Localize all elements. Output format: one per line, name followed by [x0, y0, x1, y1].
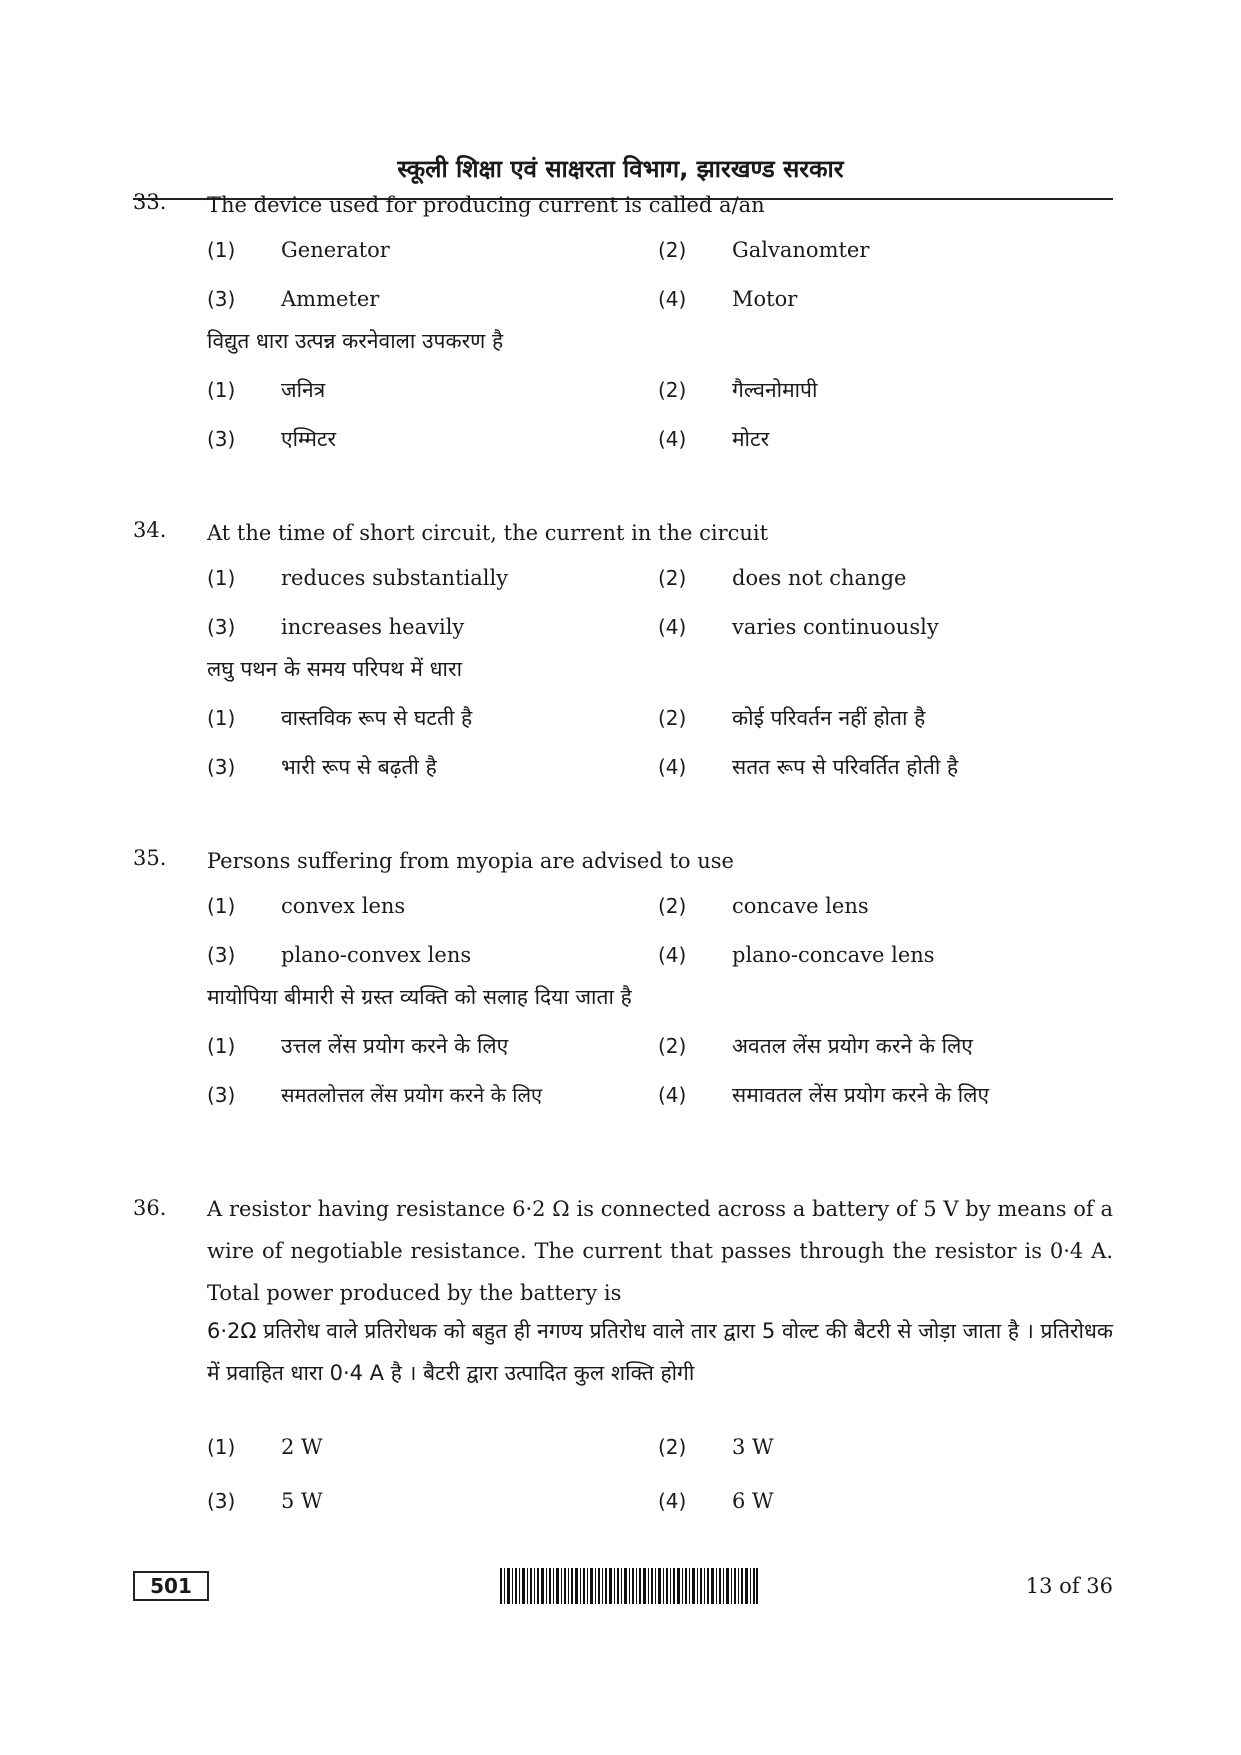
option-hi-4: (4) सतत रूप से परिवर्तित होती है — [658, 755, 959, 779]
option-hi-1: (1) उत्तल लेंस प्रयोग करने के लिए — [207, 1034, 509, 1058]
option-en-4: (4) plano-concave lens — [658, 943, 935, 967]
option-2: (2) 3 W — [658, 1435, 774, 1459]
option-en-2: (2) does not change — [658, 566, 907, 590]
page-header-title: स्कूली शिक्षा एवं साक्षरता विभाग, झारखण्ड सरकार — [397, 155, 844, 183]
question-text-hi: 6·2Ω प्रतिरोध वाले प्रतिरोधक को बहुत ही नगण्य प्रतिरोध वाले तार द्वारा 5 वोल्ट की बैटरी से जोड़ा जाता है । प्रतिरोधक में प्रवाहित धारा 0·4 A है । बैटरी द्वारा उत्पादित कुल शक्ति होगी — [207, 1319, 1113, 1385]
question-text-en: At the time of short circuit, the current in the circuit — [207, 521, 769, 545]
option-hi-2: (2) गैल्वनोमापी — [658, 378, 818, 402]
option-hi-2: (2) कोई परिवर्तन नहीं होता है — [658, 706, 926, 730]
option-en-1: (1) reduces substantially — [207, 566, 509, 590]
question-text-en: The device used for producing current is called a/an — [207, 193, 765, 217]
option-en-3: (3) plano-convex lens — [207, 943, 472, 967]
option-hi-1: (1) जनित्र — [207, 378, 326, 402]
option-1: (1) 2 W — [207, 1435, 323, 1459]
question-number: 35. — [133, 846, 167, 870]
question-text-en: Persons suffering from myopia are advised to use — [207, 849, 734, 873]
question-number: 33. — [133, 190, 167, 214]
barcode-image — [500, 1568, 758, 1604]
option-hi-4: (4) मोटर — [658, 427, 770, 451]
page-number: 13 of 36 — [1025, 1574, 1113, 1598]
option-4: (4) 6 W — [658, 1489, 774, 1513]
option-hi-4: (4) समावतल लेंस प्रयोग करने के लिए — [658, 1083, 990, 1107]
option-en-3: (3) Ammeter — [207, 287, 380, 311]
question-text-hi: लघु पथन के समय परिपथ में धारा — [207, 657, 463, 681]
option-en-4: (4) varies continuously — [658, 615, 939, 639]
option-en-1: (1) convex lens — [207, 894, 406, 918]
question-text-hi: मायोपिया बीमारी से ग्रस्त व्यक्ति को सलाह दिया जाता है — [207, 985, 632, 1009]
option-hi-2: (2) अवतल लेंस प्रयोग करने के लिए — [658, 1034, 973, 1058]
option-en-2: (2) concave lens — [658, 894, 869, 918]
option-hi-3: (3) समतलोत्तल लेंस प्रयोग करने के लिए — [207, 1083, 543, 1107]
option-3: (3) 5 W — [207, 1489, 323, 1513]
question-number: 36. — [133, 1196, 167, 1220]
option-en-1: (1) Generator — [207, 238, 390, 262]
option-hi-3: (3) भारी रूप से बढ़ती है — [207, 755, 437, 779]
option-en-3: (3) increases heavily — [207, 615, 465, 639]
option-hi-3: (3) एम्मिटर — [207, 427, 337, 451]
option-en-2: (2) Galvanomter — [658, 238, 870, 262]
question-text-hi: विद्युत धारा उत्पन्न करनेवाला उपकरण है — [207, 329, 504, 353]
option-en-4: (4) Motor — [658, 287, 798, 311]
question-number: 34. — [133, 518, 167, 542]
question-text-en: A resistor having resistance 6·2 Ω is connected across a battery of 5 V by means of a wire of negotiable resistance. The current that passes through the resistor is 0·4 A. Total power produced by the battery is — [207, 1197, 1113, 1305]
paper-code-box: 501 — [133, 1571, 209, 1601]
option-hi-1: (1) वास्तविक रूप से घटती है — [207, 706, 473, 730]
